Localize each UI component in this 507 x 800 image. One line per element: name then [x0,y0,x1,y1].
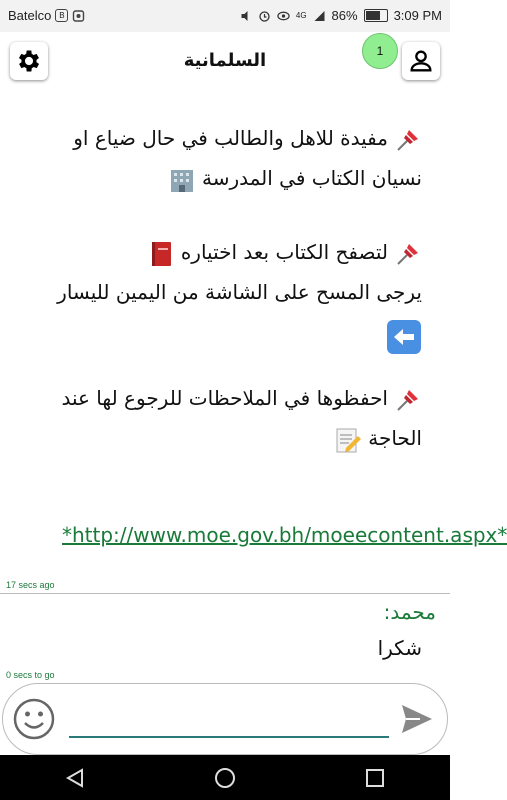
network-label: 4G [295,11,307,20]
reply-sender: محمد: [383,600,436,624]
moe-link[interactable]: *http://www.moe.gov.bh/moeecontent.aspx* [62,523,507,547]
message-link[interactable] [62,520,507,550]
message-line-3: احفظوها في الملاحظات للرجوع لها عند الحاجة [61,386,422,450]
profile-icon [407,47,435,75]
recents-icon [364,767,386,789]
eye-icon [277,10,290,22]
pushpin-icon [394,126,422,154]
app-bar [0,32,450,94]
message-input[interactable] [69,704,389,738]
left-arrow-icon [386,319,422,355]
composer [2,683,448,755]
carrier-label: Batelco [8,8,52,23]
reply-text: شكرا [377,636,422,660]
message-timestamp: 17 secs ago [6,580,55,590]
battery-percent: 86% [331,8,358,23]
message-paragraph-1 [22,118,422,198]
sim-badge: B [55,9,68,22]
system-nav-bar [0,755,450,800]
reply-timestamp: 0 secs to go [6,670,55,680]
memo-icon [334,426,362,454]
message-divider [0,593,450,594]
alarm-icon [258,10,271,22]
message-line-2a: لتصفح الكتاب بعد اختياره [180,240,388,264]
home-icon [214,767,236,789]
clock: 3:09 PM [393,8,442,23]
building-icon [168,166,196,194]
mute-icon [239,10,252,22]
profile-button[interactable] [402,42,440,80]
pushpin-icon [394,240,422,268]
page-title: السلمانية [183,50,267,71]
status-right [239,8,442,23]
back-button[interactable] [63,766,87,790]
pushpin-icon [394,386,422,414]
book-icon [147,240,175,268]
message-paragraph-2 [12,232,422,355]
message-paragraph-3 [22,378,422,458]
message-line-2b: يرجى المسح على الشاشة من اليمين لليسار [57,280,422,304]
home-button[interactable] [213,766,237,790]
android-icon [72,10,85,22]
send-icon[interactable] [399,702,435,736]
battery-icon [364,9,388,22]
signal-icon [313,10,326,22]
back-icon [64,767,86,789]
notification-badge[interactable]: 1 [362,33,398,69]
status-bar [0,0,450,32]
status-left [8,8,85,23]
message-line-1: مفيدة للاهل والطالب في حال ضياع او نسيان الكتاب في المدرسة [73,126,422,190]
recents-button[interactable] [363,766,387,790]
smiley-icon[interactable] [13,698,55,740]
